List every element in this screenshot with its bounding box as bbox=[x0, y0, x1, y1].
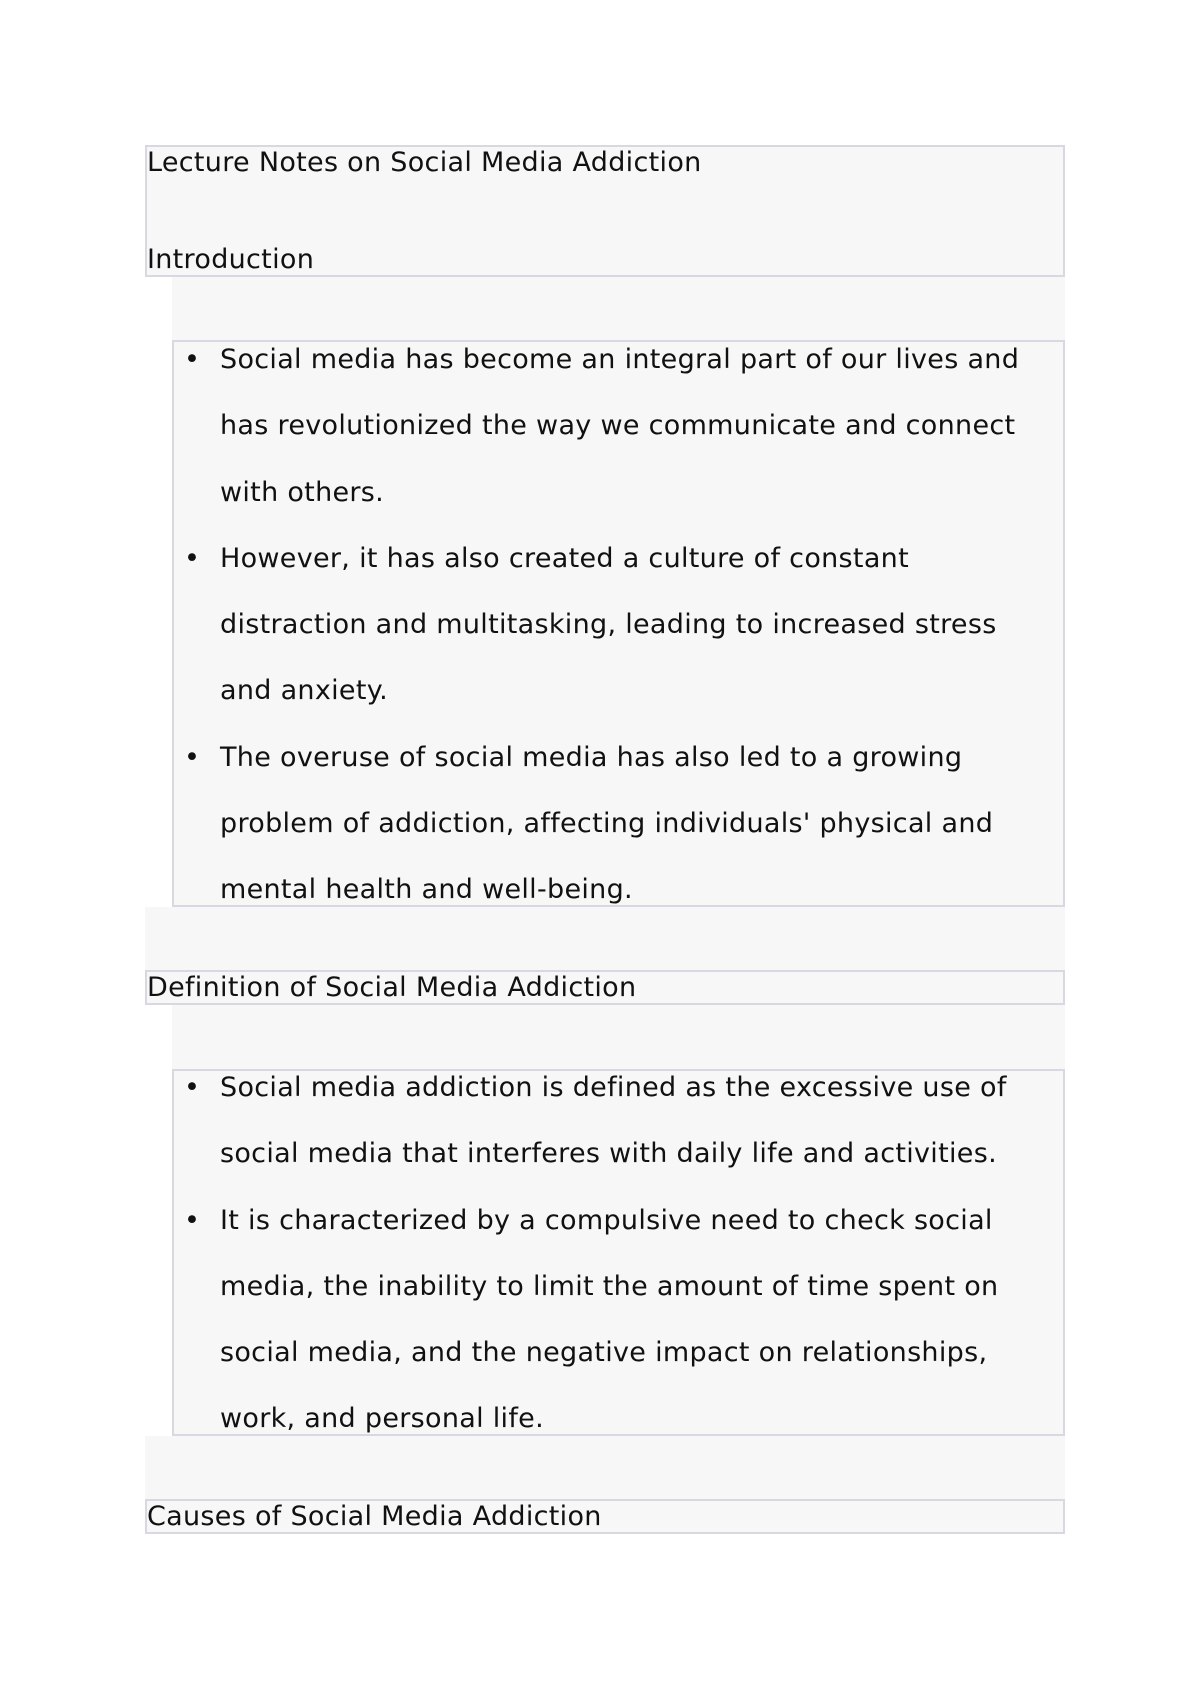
list-item bbox=[172, 526, 1062, 725]
section-heading-introduction: Introduction bbox=[147, 244, 315, 275]
list-item bbox=[172, 327, 1062, 526]
list-item bbox=[172, 1188, 1062, 1453]
text-line: mental health and well-being. bbox=[220, 874, 633, 906]
bullet-icon: • bbox=[184, 344, 201, 375]
text-line: and anxiety. bbox=[220, 675, 389, 707]
list-item bbox=[172, 725, 1062, 924]
text-line: problem of addiction, affecting individuals' physical and bbox=[220, 808, 994, 840]
introduction-bullet-list bbox=[172, 327, 1062, 924]
text-line: work, and personal life. bbox=[220, 1403, 544, 1435]
text-line: distraction and multitasking, leading to increased stress bbox=[220, 609, 997, 641]
text-line: has revolutionized the way we communicate and connect bbox=[220, 410, 1016, 442]
section-heading-definition: Definition of Social Media Addiction bbox=[147, 972, 637, 1003]
bullet-icon: • bbox=[184, 1072, 201, 1103]
text-line: social media, and the negative impact on relationships, bbox=[220, 1337, 988, 1369]
definition-bullet-list bbox=[172, 1055, 1062, 1453]
bullet-icon: • bbox=[184, 741, 201, 773]
list-item bbox=[172, 1055, 1062, 1188]
text-line: It is characterized by a compulsive need to check social bbox=[220, 1204, 993, 1236]
spacer-band bbox=[145, 907, 1065, 971]
text-line: with others. bbox=[220, 476, 385, 508]
document-title: Lecture Notes on Social Media Addiction bbox=[147, 147, 702, 178]
text-line: However, it has also created a culture of constant bbox=[220, 542, 909, 574]
spacer-band bbox=[145, 1436, 1065, 1500]
text-line: The overuse of social media has also led to a growing bbox=[220, 741, 963, 773]
text-line: media, the inability to limit the amount of time spent on bbox=[220, 1270, 999, 1302]
text-line: Social media has become an integral part of our lives and bbox=[220, 344, 1020, 375]
bullet-icon: • bbox=[184, 542, 201, 574]
section-heading-causes: Causes of Social Media Addiction bbox=[147, 1501, 602, 1532]
text-line: Social media addiction is defined as the excessive use of bbox=[220, 1072, 1007, 1103]
text-line: social media that interferes with daily life and activities. bbox=[220, 1138, 997, 1170]
bullet-icon: • bbox=[184, 1204, 201, 1236]
